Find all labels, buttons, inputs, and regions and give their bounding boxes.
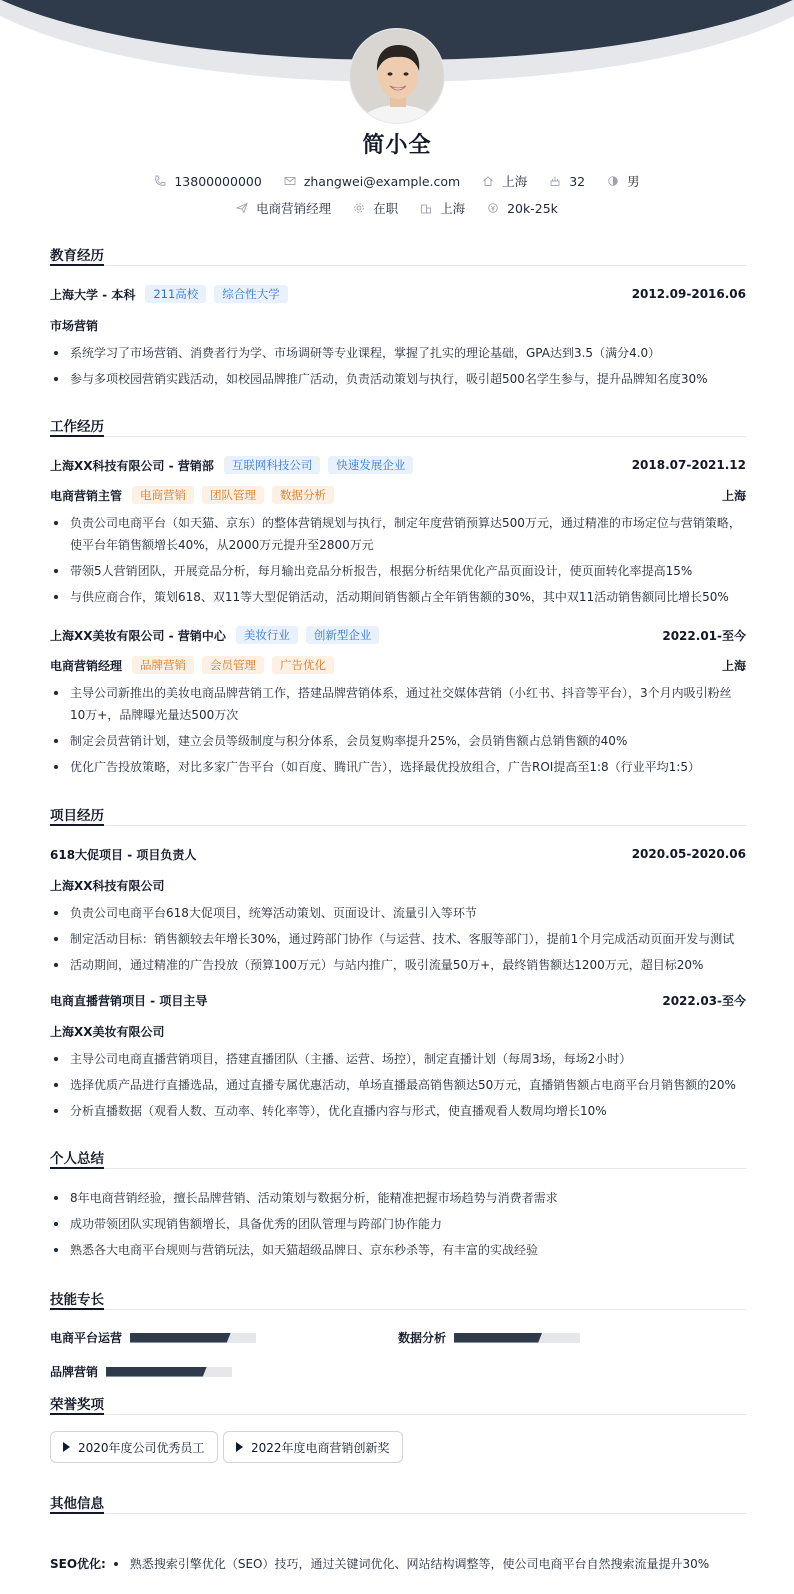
- role-tag: 品牌营销: [132, 656, 194, 674]
- job-bullets: [50, 512, 746, 612]
- email-item: [284, 174, 460, 189]
- education-header-line: [50, 284, 746, 304]
- company-tag: 美妆行业: [236, 626, 298, 644]
- bullet-dot: [114, 1562, 118, 1566]
- mail-icon: [284, 175, 296, 187]
- list-item: 选择优质产品进行直播选品，通过直播专属优惠活动，单场直播最高销售额达50万元，直播销售额占电商平台月销售额的20%: [50, 1074, 746, 1096]
- email-text: zhangwei@example.com: [303, 173, 461, 189]
- salary-item: [487, 201, 558, 216]
- money-icon: [487, 202, 499, 214]
- phone-item: [154, 174, 261, 189]
- send-icon: [236, 202, 248, 214]
- skill-item: [398, 1329, 580, 1346]
- gender-icon: [607, 175, 619, 187]
- list-item: 熟悉各大电商平台规则与营销玩法，如天猫超级品牌日、京东秒杀等，有丰富的实战经验: [50, 1239, 746, 1261]
- list-item: 负责公司电商平台（如天猫、京东）的整体营销规划与执行，制定年度营销预算达500万元，通过精准的市场定位与营销策略，使平台年销售额增长40%，从2000万元提升至2800万元: [50, 512, 746, 556]
- section-title: 其他信息: [50, 1492, 746, 1514]
- role-name: 电商营销主管: [50, 488, 123, 503]
- projects-section: [50, 804, 746, 826]
- project-company: 上海XX科技有限公司: [50, 878, 165, 893]
- summary-section: [50, 1147, 746, 1169]
- project-period: 2020.05-2020.06: [631, 847, 746, 861]
- other-section: [50, 1492, 746, 1514]
- skill-name: 数据分析: [398, 1331, 447, 1345]
- job-intent-row: [0, 199, 794, 217]
- section-title: 项目经历: [50, 804, 746, 826]
- list-item: 系统学习了市场营销、消费者行为学、市场调研等专业课程，掌握了扎实的理论基础，GPA达到3.5（满分4.0）: [50, 342, 746, 364]
- list-item: 与供应商合作，策划618、双11等大型促销活动，活动期间销售额占全年销售额的30%，其中双11活动销售额同比增长50%: [50, 586, 746, 608]
- project-bullets: [50, 902, 746, 980]
- section-title: 个人总结: [50, 1147, 746, 1169]
- list-item: 参与多项校园营销实践活动，如校园品牌推广活动，负责活动策划与执行，吸引超500名学生参与，提升品牌知名度30%: [50, 368, 746, 390]
- project-period: 2022.03-至今: [662, 993, 746, 1008]
- list-item: 分析直播数据（观看人数、互动率、转化率等），优化直播内容与形式，使直播观看人数周均增长10%: [50, 1100, 746, 1122]
- project-header-line: [50, 844, 746, 864]
- list-item: 负责公司电商平台618大促项目，统筹活动策划、页面设计、流量引入等环节: [50, 902, 746, 924]
- skill-item: [50, 1329, 256, 1346]
- award-name: 2020年度公司优秀员工: [78, 1440, 205, 1455]
- list-item: 成功带领团队实现销售额增长，具备优秀的团队管理与跨部门协作能力: [50, 1213, 746, 1235]
- education-section: [50, 244, 746, 266]
- school-tag: 综合性大学: [214, 285, 288, 303]
- other-label: SEO优化:: [50, 1557, 106, 1571]
- skill-bar-fill: [130, 1333, 231, 1343]
- summary-bullets: [50, 1187, 746, 1265]
- contact-row: [0, 172, 794, 190]
- role-tag: 数据分析: [272, 486, 334, 504]
- job-city: 上海: [721, 488, 746, 503]
- gear-icon: [353, 202, 365, 214]
- list-item: 制定活动目标：销售额较去年增长30%，通过跨部门协作（与运营、技术、客服等部门），提前1个月完成活动页面开发与测试: [50, 928, 746, 950]
- job-header-line: [50, 625, 746, 645]
- section-title: 工作经历: [50, 415, 746, 437]
- other-text: 熟悉搜索引擎优化（SEO）技巧，通过关键词优化、网站结构调整等，使公司电商平台自然搜索流量提升30%: [129, 1557, 710, 1571]
- project-company-line: [50, 875, 746, 895]
- job-header-line: [50, 455, 746, 475]
- award-badge: [223, 1431, 403, 1463]
- skill-bar-fill: [454, 1333, 542, 1343]
- list-item: 8年电商营销经验，擅长品牌营销、活动策划与数据分析，能精准把握市场趋势与消费者需求: [50, 1187, 746, 1209]
- gender-item: [607, 172, 640, 190]
- list-item: 主导公司新推出的美妆电商品牌营销工作，搭建品牌营销体系，通过社交媒体营销（小红书、抖音等平台），3个月内吸引粉丝10万+，品牌曝光量达500万次: [50, 682, 746, 726]
- education-period: 2012.09-2016.06: [631, 287, 746, 301]
- building-icon: [420, 202, 432, 214]
- target-city-item: [420, 199, 465, 217]
- job-city: 上海: [721, 658, 746, 673]
- skill-name: 品牌营销: [50, 1365, 99, 1379]
- list-item: 优化广告投放策略，对比多家广告平台（如百度、腾讯广告），选择最优投放组合，广告ROI提高至1:8（行业平均1:5）: [50, 756, 746, 778]
- work-section: [50, 415, 746, 437]
- salary-text: 20k-25k: [507, 200, 558, 216]
- role-tag: 电商营销: [132, 486, 194, 504]
- age-text: 32: [569, 173, 586, 189]
- major: 市场营销: [50, 318, 99, 333]
- company-name: 上海XX科技有限公司 - 营销部: [50, 458, 214, 473]
- skill-bar: [106, 1367, 232, 1377]
- target-position-text: 电商营销经理: [256, 201, 332, 216]
- section-title: 荣誉奖项: [50, 1393, 746, 1415]
- play-icon: [63, 1442, 70, 1452]
- list-item: 带领5人营销团队，开展竞品分析，每月输出竞品分析报告，根据分析结果优化产品页面设计，使页面转化率提高15%: [50, 560, 746, 582]
- list-item: 活动期间，通过精准的广告投放（预算100万元）与站内推广，吸引流量50万+，最终销售额达1200万元，超目标20%: [50, 954, 746, 976]
- list-item: 制定会员营销计划，建立会员等级制度与积分体系，会员复购率提升25%，会员销售额占总销售额的40%: [50, 730, 746, 752]
- role-name: 电商营销经理: [50, 658, 123, 673]
- other-info-line: [50, 1555, 746, 1572]
- location-text: 上海: [502, 174, 528, 189]
- role-tag: 团队管理: [202, 486, 264, 504]
- job-period: 2022.01-至今: [662, 628, 746, 643]
- skills-section: [50, 1288, 746, 1310]
- skill-bar: [130, 1333, 256, 1343]
- education-bullets: [50, 342, 746, 394]
- section-title: 教育经历: [50, 244, 746, 266]
- gender-text: 男: [627, 174, 640, 189]
- phone-icon: [154, 175, 166, 187]
- skill-bar-fill: [106, 1367, 207, 1377]
- company-name: 上海XX美妆有限公司 - 营销中心: [50, 628, 226, 643]
- job-period: 2018.07-2021.12: [631, 458, 746, 472]
- award-name: 2022年度电商营销创新奖: [251, 1440, 390, 1455]
- project-company-line: [50, 1021, 746, 1041]
- company-tag: 快速发展企业: [328, 456, 413, 474]
- project-header-line: [50, 990, 746, 1010]
- company-tag: 互联网科技公司: [224, 456, 321, 474]
- location-item: [482, 172, 527, 190]
- school-name: 上海大学 - 本科: [50, 287, 136, 302]
- role-tag: 广告优化: [272, 656, 334, 674]
- company-tag: 创新型企业: [306, 626, 380, 644]
- section-title: 技能专长: [50, 1288, 746, 1310]
- target-position-item: [236, 199, 331, 217]
- skill-item: [50, 1363, 232, 1380]
- status-item: [353, 199, 398, 217]
- project-name: 电商直播营销项目 - 项目主导: [50, 993, 208, 1008]
- project-bullets: [50, 1048, 746, 1126]
- candidate-name: 简小全: [362, 133, 432, 158]
- phone-text: 13800000000: [174, 173, 262, 189]
- project-company: 上海XX美妆有限公司: [50, 1024, 165, 1039]
- play-icon: [236, 1442, 243, 1452]
- role-line: [50, 655, 746, 675]
- school-tag: 211高校: [145, 285, 206, 303]
- award-badge: [50, 1431, 218, 1463]
- role-line: [50, 485, 746, 505]
- role-tag: 会员管理: [202, 656, 264, 674]
- awards-section: [50, 1393, 746, 1415]
- cake-icon: [549, 175, 561, 187]
- list-item: 主导公司电商直播营销项目，搭建直播团队（主播、运营、场控），制定直播计划（每周3场，每场2小时）: [50, 1048, 746, 1070]
- project-name: 618大促项目 - 项目负责人: [50, 847, 197, 862]
- skill-bar: [454, 1333, 580, 1343]
- age-item: [549, 174, 585, 189]
- home-icon: [482, 175, 494, 187]
- status-text: 在职: [373, 201, 399, 216]
- major-line: [50, 315, 746, 335]
- avatar: [349, 28, 445, 124]
- job-bullets: [50, 682, 746, 782]
- skill-name: 电商平台运营: [50, 1331, 123, 1345]
- target-city-text: 上海: [440, 201, 466, 216]
